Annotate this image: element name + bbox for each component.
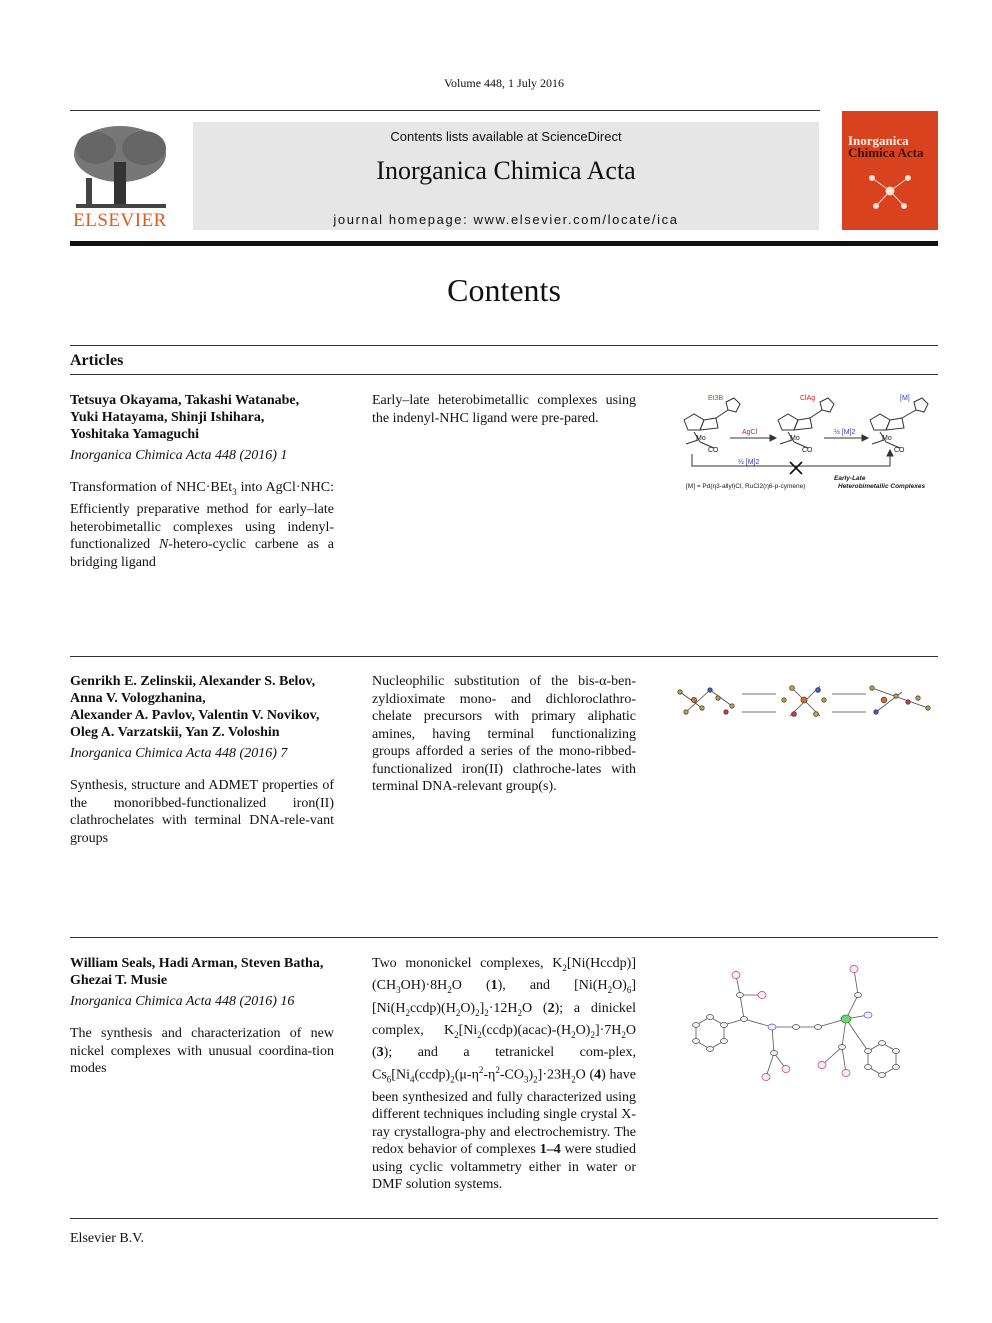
article-2-title[interactable]: Synthesis, structure and ADMET properties of the monoribbed-functionalized iron(II) clathrochelates with terminal DNA-rele-vant groups [70,778,334,846]
author-line: Yuki Hatayama, Shinji Ishihara, [70,410,265,425]
article-2-authors [70,673,340,741]
author-line: Anna V. Vologzhanina, [70,691,206,706]
contents-available: Contents lists available at ScienceDirect [390,129,622,144]
article-1-authors [70,392,340,443]
section-rule-top [70,345,938,346]
footer-rule [70,1218,938,1219]
article-3-abstract: Two mononickel complexes, $K_2[Ni(Hccdp)](CH_3OH)\cdot 8H_2O$ (1), and $[Ni(H_2O)_6][Ni(H_2ccdp)(H_2O)_2]_2\cdot 12H_2O$ (2); a dinickel complex, $K_2[Ni_2(ccdp)(acac)-(H_2O)_2]\cdot 7H_2O$ (3); and a tetranickel com-plex, $Cs_6[Ni_4(ccdp)_2(\mu-\eta^2-\eta^2-CO_3)_2]\cdot 23H_2O$ (4) have been synthesized and fully characterized using different techniques including single crystal X-ray crystallogra-phy and electrochemistry. The redox behavior of complexes 1–4 were studied using cyclic voltammetry either in water or DMF solution systems. [372,956,637,1193]
arrow-label-agcl: AgCl [742,429,758,436]
author-line: Alexander A. Pavlov, Valentin V. Novikov, [70,708,320,723]
elsevier-wordmark: ELSEVIER [73,210,167,231]
author-line: William Seals, Hadi Arman, Steven Batha, [70,956,324,971]
article-2-graphical-abstract [672,672,938,732]
legend-label: [M] = Pd(η3-allyl)Cl, RuCl2(η6-p-cymene) [686,483,806,490]
reagent-et3b: Et3B [708,395,724,402]
arrow-label-m2: ½ [M]2 [834,429,856,436]
author-line: Genrikh E. Zelinskii, Alexander S. Belov, [70,674,316,689]
co-label: CO [708,447,719,454]
article-1-citation[interactable]: Inorganica Chimica Acta 448 (2016) 1 [70,448,288,463]
journal-banner [193,122,819,230]
author-line: Oleg A. Varzatskii, Yan Z. Voloshin [70,725,280,740]
article-divider [70,656,938,657]
reagent-m: [M] [900,395,910,402]
article-1-abstract: Early–late heterobimetallic complexes using the indenyl-NHC ligand were pre-pared. [372,393,636,426]
article-2-citation[interactable]: Inorganica Chimica Acta 448 (2016) 7 [70,746,288,761]
product-label-1: Early-Late [834,475,866,482]
page-title: Contents [447,272,561,308]
masthead-rule [70,241,938,246]
co-label: CO [802,447,813,454]
cover-molecule-graphic [862,166,918,216]
author-line: Ghezai T. Musie [70,973,168,988]
article-3-crystal-structure [676,955,938,1105]
article-3-authors [70,955,340,989]
cross-mark-icon [790,462,802,474]
metal-label: Mo [790,435,800,442]
metal-label: Mo [696,435,706,442]
article-1-title[interactable]: Transformation of NHC·BEt$_3$ into AgCl·NHC: Efficiently preparative method for early–late heterobimetallic complexes using indenyl-functionalized N-hetero-cyclic carbene as a bridging ligand [70,480,335,570]
reagent-clag: ClAg [800,395,816,402]
cover-title-line1: Inorganica [848,133,909,148]
section-heading: Articles [70,352,124,369]
article-1-graphical-abstract [672,390,938,494]
journal-cover [842,111,938,230]
section-rule-bottom [70,374,938,375]
publisher-footer: Elsevier B.V. [70,1231,145,1246]
article-2-abstract: Nucleophilic substitution of the bis-α-ben-zyldioximate mono- and dichloroclathro-chelate precursors with primary aliphatic amines, having terminal functionalizing groups afforded a series of the mono-ribbed-functionalized iron(II) clathroche-lates with terminal DNA-relevant group(s). [372,674,636,794]
article-3-title[interactable]: The synthesis and characterization of new nickel complexes with unusual coordina-tion modes [70,1026,334,1076]
author-line: Yoshitaka Yamaguchi [70,427,200,442]
journal-homepage[interactable]: journal homepage: www.elsevier.com/locate/ica [333,212,679,227]
product-label-2: Heterobimetallic Complexes [838,483,926,490]
cover-title-line2: Chimica Acta [848,145,924,160]
journal-title: Inorganica Chimica Acta [376,156,636,185]
header-rule [70,110,820,111]
article-divider [70,937,938,938]
arrow-label-m2-bottom: ½ [M]2 [738,459,760,466]
author-line: Tetsuya Okayama, Takashi Watanabe, [70,393,300,408]
metal-label: Mo [882,435,892,442]
volume-info: Volume 448, 1 July 2016 [443,76,565,90]
article-3-citation[interactable]: Inorganica Chimica Acta 448 (2016) 16 [70,994,295,1009]
co-label: CO [894,447,905,454]
